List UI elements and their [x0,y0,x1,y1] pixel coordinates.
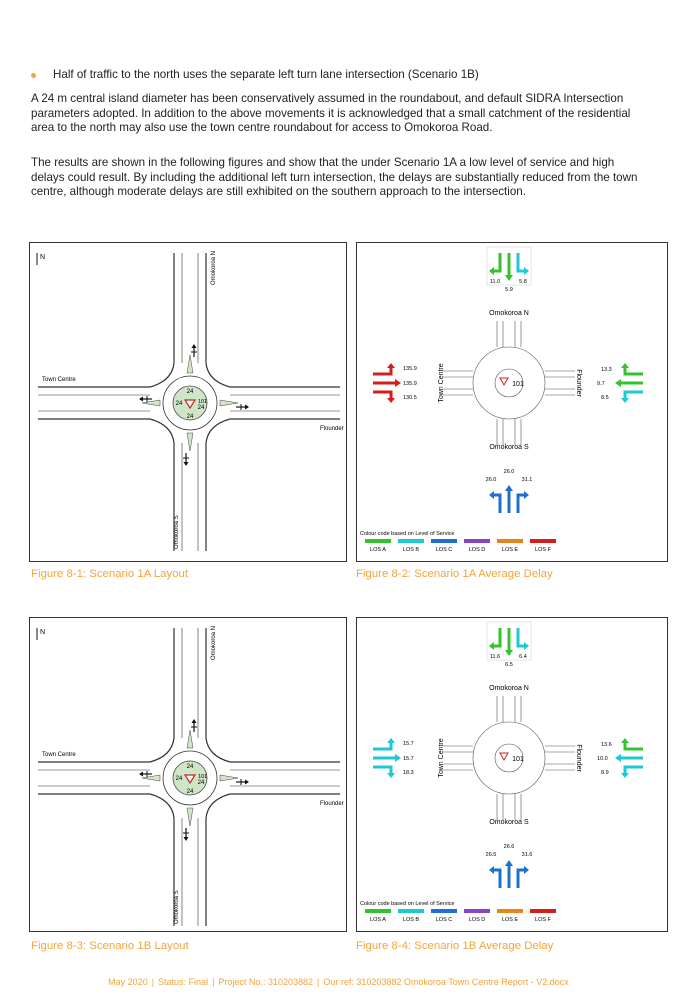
road-label-west: Town Centre [438,363,445,403]
turn-arrow [494,253,500,271]
road-label-east: Flounder [575,744,582,772]
approach-arrows-east [615,738,643,778]
delay-value: 6.4 [519,654,527,660]
footer-date: May 2020 [108,977,148,987]
turn-arrow-head [489,642,494,650]
island-label: 24 [186,789,194,795]
island-label: 101 [198,399,208,405]
turn-arrow [494,628,500,646]
turn-arrow-head [524,267,529,275]
turn-arrow-head [489,491,494,499]
through-arrow-head [505,275,513,281]
delay-value: 9.7 [597,381,605,387]
legend-label: LOS A [370,547,386,553]
legend-swatch [365,539,391,543]
delay-value: 11.6 [489,654,501,660]
delay-value: 18.3 [403,770,414,776]
footer-status: Status: Final [158,977,209,987]
approach-arrows-north [489,253,529,281]
splitter-island [187,730,193,748]
lane-arrow-icon [183,828,189,841]
delay-value: 8.9 [601,770,609,776]
corner-curve [206,738,230,762]
approach-arrows-north [489,628,529,656]
delay-value: 31.1 [521,477,533,483]
lane-arrow-icon [139,396,152,402]
splitter-island [220,775,238,781]
through-arrow-head [505,485,513,491]
turn-arrow-head [387,398,395,403]
figure-1-layout [29,242,347,562]
turn-arrow [518,870,524,888]
paragraph-2: The results are shown in the following figures and show that the under Scenario 1A a low level of service and high delays could result. By including the additional left turn intersection, the delays are substantially reduced from the town centre, although moderate delays are still exhibited on the southern approach to the intersection. [31,156,638,199]
turn-arrow [373,368,391,374]
delay-value: 15.7 [403,741,414,747]
corner-curve [150,363,174,387]
delay-value: 15.7 [403,756,414,762]
legend-label: LOS F [535,547,551,553]
figure-4-delay [356,617,668,932]
turn-arrow [494,495,500,513]
through-arrow-head [395,379,401,387]
legend-title: Colour code based on Level of Service [360,531,455,537]
island-label: 24 [175,401,183,407]
road-label-east: Flounder [575,369,582,397]
turn-arrow [518,495,524,513]
figure-1-caption: Figure 8-1: Scenario 1A Layout [31,568,189,580]
delay-value: 6.5 [505,662,513,668]
road-label-west: Town Centre [42,752,76,758]
intersection-id: 101 [512,381,524,388]
legend-label: LOS F [535,917,551,923]
legend-swatch [530,909,556,913]
delay-value: 5.8 [519,279,527,285]
turn-arrow [373,767,391,773]
turn-arrow-head [524,642,529,650]
delay-value: 135.9 [403,381,417,387]
turn-arrow-head [489,267,494,275]
approach-arrows-south [489,860,529,888]
turn-arrow [625,767,643,773]
legend-label: LOS D [468,917,486,923]
road-label-south: Omokoroa S [174,515,180,549]
road-label-north: Omokoroa N [489,310,529,317]
figure-2-caption: Figure 8-2: Scenario 1A Average Delay [356,568,553,580]
turn-arrow-head [621,738,629,743]
legend-label: LOS B [402,917,420,923]
legend-label: LOS A [370,917,386,923]
page-footer: May 2020 | Status: Final | Project No.: 310203882 | Our ref: 310203882 Omokoroa Town Centre Report - V2.docx [108,977,569,987]
delay-value: 5.9 [505,287,513,293]
road-label-north: Omokoroa N [211,625,217,660]
turn-arrow-head [489,866,494,874]
footer-ref: Our ref: 310203882 Omokoroa Town Centre Report - V2.docx [323,977,569,987]
corner-curve [150,738,174,762]
splitter-island [187,433,193,451]
road-label-west: Town Centre [42,377,76,383]
road-label-east: Flounder [320,426,344,432]
lane-arrow-icon [236,404,249,410]
through-arrow-head [615,754,621,762]
island-label: 24 [186,764,194,770]
turn-arrow [625,368,643,374]
bullet-dot [31,73,36,78]
turn-arrow [625,392,643,398]
delay-value: 26.0 [503,469,515,475]
corner-curve [150,419,174,443]
delay-value: 26.5 [485,852,497,858]
legend-swatch [398,539,424,543]
turn-arrow [518,628,524,646]
figure-4-caption: Figure 8-4: Scenario 1B Average Delay [356,940,554,952]
approach-arrows-east [615,363,643,403]
road-label-east: Flounder [320,801,344,807]
layout-diagram-1a [30,243,346,561]
road-label-north: Omokoroa N [489,685,529,692]
legend-label: LOS E [501,917,519,923]
island-label: 24 [186,389,194,395]
legend-swatch [464,909,490,913]
turn-arrow-head [387,738,395,743]
lane-arrow-icon [139,771,152,777]
delay-value: 11.0 [489,279,501,285]
legend-label: LOS D [468,547,486,553]
delay-value: 26.6 [503,844,515,850]
island-label: 24 [175,776,183,782]
island-label: 24 [197,405,205,411]
legend-label: LOS E [501,547,519,553]
splitter-island [187,355,193,373]
legend-label: LOS B [402,547,420,553]
through-arrow-head [505,650,513,656]
delay-value: 135.9 [403,366,417,372]
road-label-south: Omokoroa S [489,444,529,451]
turn-arrow [373,392,391,398]
road-label-west: Town Centre [438,738,445,778]
delay-value: 26.0 [485,477,497,483]
figure-2-delay [356,242,668,562]
road-label-north: Omokoroa N [211,250,217,285]
legend-title: Colour code based on Level of Service [360,901,455,907]
turn-arrow [494,870,500,888]
legend-swatch [398,909,424,913]
road-label-south: Omokoroa S [489,819,529,826]
through-arrow-head [505,860,513,866]
splitter-island [187,808,193,826]
bullet-text: Half of traffic to the north uses the separate left turn lane intersection (Scenario 1B) [53,68,479,81]
layout-diagram-1b [30,618,346,931]
footer-project: Project No.: 310203882 [218,977,313,987]
legend-swatch [365,909,391,913]
turn-arrow-head [621,773,629,778]
through-arrow-head [615,379,621,387]
delay-value: 13.6 [601,742,612,748]
corner-curve [206,794,230,818]
legend-swatch [497,539,523,543]
intersection-id: 101 [512,756,524,763]
lane-arrow-icon [191,344,197,357]
legend-label: LOS C [435,917,453,923]
delay-value: 10.0 [597,756,608,762]
lane-arrow-icon [183,453,189,466]
turn-arrow-head [621,363,629,368]
turn-arrow [625,743,643,749]
turn-arrow-head [387,773,395,778]
road-label-south: Omokoroa S [174,890,180,924]
corner-curve [206,419,230,443]
approach-arrows-west [373,363,401,403]
paragraph-1: A 24 m central island diameter has been conservatively assumed in the roundabout, and default SIDRA Intersection parameters adopted. In addition to the above movements it is acknowledged that a small catchment of the residential area to the north may also use the town centre roundabout for access to Omokoroa Road. [31,92,631,135]
island-label: 101 [198,774,208,780]
legend-swatch [431,909,457,913]
delay-value: 8.5 [601,395,609,401]
legend-label: LOS C [435,547,453,553]
north-arrow-label: N [40,629,46,636]
island-label: 24 [197,780,205,786]
figure-3-caption: Figure 8-3: Scenario 1B Layout [31,940,189,952]
turn-arrow-head [524,866,529,874]
figure-3-layout [29,617,347,932]
lane-arrow-icon [236,779,249,785]
splitter-island [142,775,160,781]
turn-arrow-head [387,363,395,368]
turn-arrow-head [621,398,629,403]
delay-value: 130.5 [403,395,417,401]
corner-curve [206,363,230,387]
lane-arrow-icon [191,719,197,732]
legend-swatch [464,539,490,543]
turn-arrow [518,253,524,271]
approach-arrows-west [373,738,401,778]
delay-value: 13.3 [601,367,612,373]
legend-swatch [497,909,523,913]
delay-diagram-1b [357,618,667,931]
delay-value: 31.6 [521,852,533,858]
island-label: 24 [186,414,194,420]
through-arrow-head [395,754,401,762]
delay-diagram-1a [357,243,667,561]
turn-arrow-head [524,491,529,499]
north-arrow-label: N [40,254,46,261]
legend-swatch [431,539,457,543]
turn-arrow [373,743,391,749]
corner-curve [150,794,174,818]
splitter-island [142,400,160,406]
approach-arrows-south [489,485,529,513]
splitter-island [220,400,238,406]
legend-swatch [530,539,556,543]
